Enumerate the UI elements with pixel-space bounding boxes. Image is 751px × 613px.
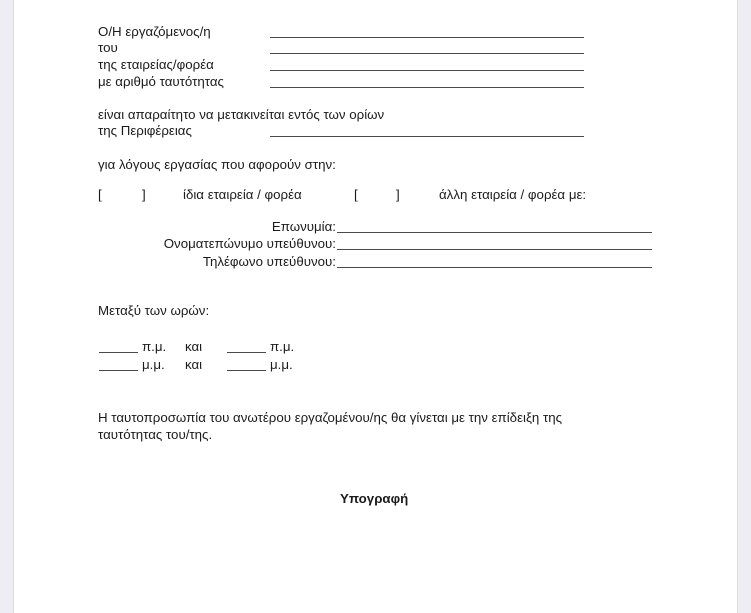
employee-label: Ο/Η εργαζόμενος/η (98, 24, 211, 39)
am-to-suffix: π.μ. (270, 339, 295, 354)
am-to-field[interactable] (227, 352, 266, 353)
am-and-label: και (185, 339, 203, 354)
am-from-field[interactable] (99, 352, 138, 353)
id-number-label: με αριθμό ταυτότητας (98, 74, 224, 89)
company-name-label: Επωνυμία: (271, 219, 336, 234)
pm-from-suffix: μ.μ. (142, 357, 165, 372)
signature-label: Υπογραφή (340, 491, 409, 506)
am-from-suffix: π.μ. (142, 339, 167, 354)
document-page (14, 0, 737, 613)
company-label: της εταιρείας/φορέα (98, 57, 214, 72)
hours-title: Μεταξύ των ωρών: (98, 303, 210, 318)
other-company-label: άλλη εταιρεία / φορέα με: (439, 187, 587, 202)
pm-to-suffix: μ.μ. (270, 357, 293, 372)
same-company-label: ίδια εταιρεία / φορέα (183, 187, 302, 202)
pm-and-label: και (185, 357, 203, 372)
company-name-field[interactable] (337, 232, 652, 233)
other-company-checkbox-open[interactable]: [ (354, 187, 358, 202)
pm-from-field[interactable] (99, 370, 138, 371)
same-company-checkbox-close[interactable]: ] (142, 187, 146, 202)
responsible-name-label: Ονοματεπώνυμο υπεύθυνου: (163, 236, 336, 251)
purpose-sentence: για λόγους εργασίας που αφορούν στην: (98, 157, 336, 172)
of-field[interactable] (270, 53, 584, 54)
identity-note-line-1: Η ταυτοπροσωπία του ανωτέρου εργαζομένου/ης θα γίνεται με την επίδειξη της (98, 410, 563, 425)
other-company-checkbox-close[interactable]: ] (396, 187, 400, 202)
responsible-phone-label: Τηλέφωνο υπεύθυνου: (202, 254, 336, 269)
movement-sentence: είναι απαραίτητο να μετακινείται εντός των ορίων (98, 107, 385, 122)
responsible-name-field[interactable] (337, 249, 652, 250)
of-label: του (98, 40, 118, 55)
id-number-field[interactable] (270, 87, 584, 88)
same-company-checkbox-open[interactable]: [ (98, 187, 102, 202)
identity-note-line-2: ταυτότητας του/της. (98, 427, 213, 442)
pm-to-field[interactable] (227, 370, 266, 371)
region-label: της Περιφέρειας (98, 123, 192, 138)
employee-field[interactable] (270, 37, 584, 38)
region-field[interactable] (270, 136, 584, 137)
company-field[interactable] (270, 70, 584, 71)
responsible-phone-field[interactable] (337, 267, 652, 268)
